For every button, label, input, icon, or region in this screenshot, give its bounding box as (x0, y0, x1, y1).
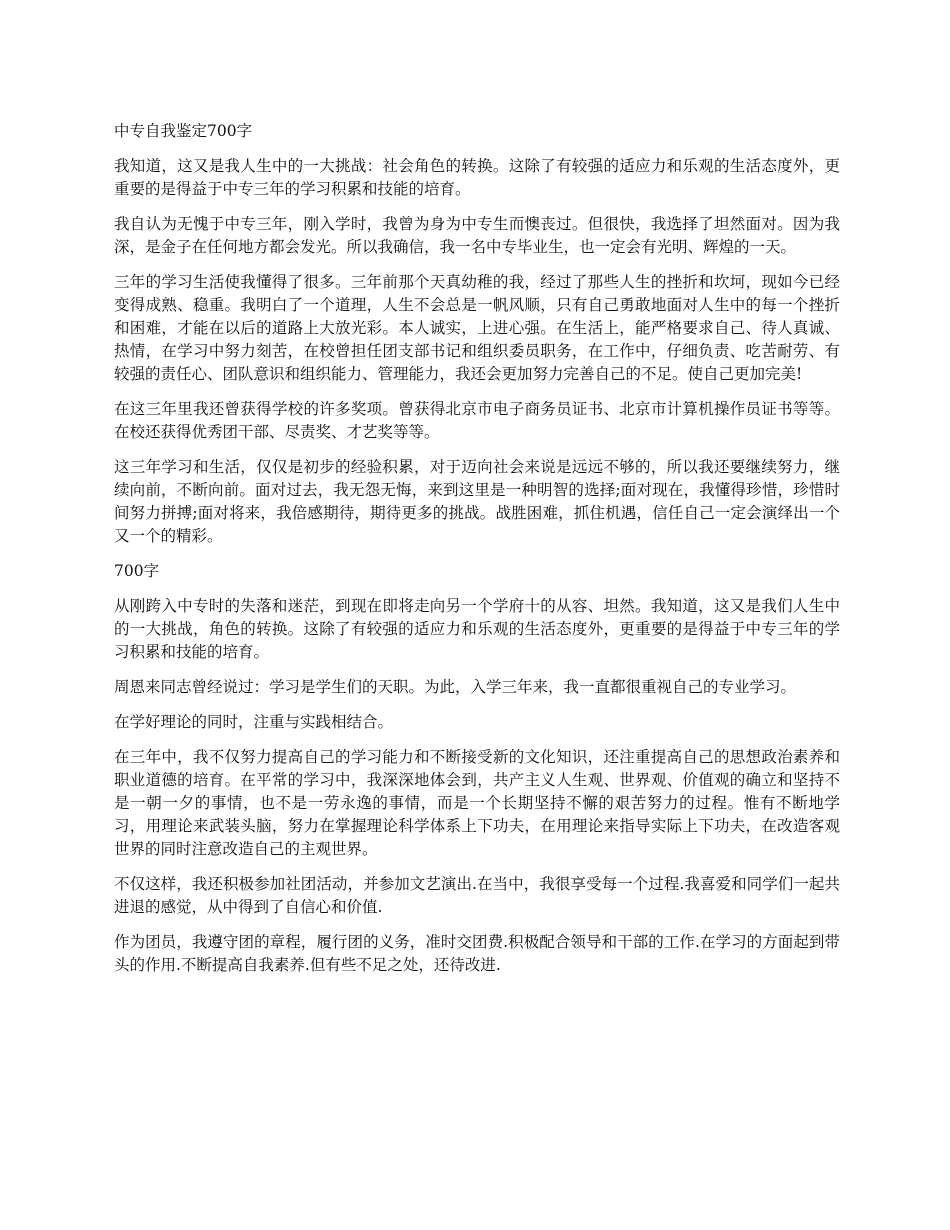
paragraph-11: 作为团员，我遵守团的章程，履行团的义务，准时交团费.积极配合领导和干部的工作.在学习的方面起到带头的作用.不断提高自我素养.但有些不足之处，还待改进. (114, 933, 840, 974)
paragraph-10: 不仅这样，我还积极参加社团活动，并参加文艺演出.在当中，我很享受每一个过程.我喜爱和同学们一起共进退的感觉，从中得到了自信心和价值. (114, 875, 840, 916)
paragraph-8: 在学好理论的同时，注重与实践相结合。 (114, 713, 394, 731)
paragraph-1: 我知道，这又是我人生中的一大挑战：社会角色的转换。这除了有较强的适应力和乐观的生活态度外，更重要的是得益于中专三年的学习积累和技能的培育。 (114, 157, 840, 198)
paragraph-3: 三年的学习生活使我懂得了很多。三年前那个天真幼稚的我，经过了那些人生的挫折和坎坷，现如今已经变得成熟、稳重。我明白了一个道理，人生不会总是一帆风顺，只有自己勇敢地面对人生中的每一个挫折和困难，才能在以后的道路上大放光彩。本人诚实，上进心强。在生活上，能严格要求自己、待人真诚、热情，在学习中努力刻苦，在校曾担任团支部书记和组织委员职务，在工作中，仔细负责、吃苦耐劳、有较强的责任心、团队意识和组织能力、管理能力，我还会更加努力完善自己的不足。使自己更加完美! (114, 273, 840, 383)
paragraph-4: 在这三年里我还曾获得学校的许多奖项。曾获得北京市电子商务员证书、北京市计算机操作员证书等等。在校还获得优秀团干部、尽责奖、才艺奖等等。 (114, 400, 840, 441)
paragraph-6: 从刚跨入中专时的失落和迷茫，到现在即将走向另一个学府十的从容、坦然。我知道，这又是我们人生中的一大挑战，角色的转换。这除了有较强的适应力和乐观的生活态度外，更重要的是得益于中专三年的学习积累和技能的培育。 (114, 597, 840, 661)
document-title: 中专自我鉴定700字 (114, 122, 253, 140)
paragraph-2: 我自认为无愧于中专三年，刚入学时，我曾为身为中专生而懊丧过。但很快，我选择了坦然面对。因为我深，是金子在任何地方都会发光。所以我确信，我一名中专毕业生，也一定会有光明、辉煌的一天。 (114, 215, 840, 256)
document-page (114, 120, 840, 989)
paragraph-9: 在三年中，我不仅努力提高自己的学习能力和不断接受新的文化知识，还注重提高自己的思想政治素养和职业道德的培育。在平常的学习中，我深深地体会到，共产主义人生观、世界观、价值观的确立和坚持不是一朝一夕的事情，也不是一劳永逸的事情，而是一个长期坚持不懈的艰苦努力的过程。惟有不断地学习，用理论来武装头脑，努力在掌握理论科学体系上下功夫，在用理论来指导实际上下功夫，在改造客观世界的同时注意改造自己的主观世界。 (114, 748, 840, 858)
paragraph-5: 这三年学习和生活，仅仅是初步的经验积累，对于迈向社会来说是远远不够的，所以我还要继续努力，继续向前，不断向前。面对过去，我无怨无悔，来到这里是一种明智的选择;面对现在，我懂得珍惜，珍惜时间努力拼搏;面对将来，我倍感期待，期待更多的挑战。战胜困难，抓住机遇，信任自己一定会演绎出一个又一个的精彩。 (114, 458, 840, 545)
paragraph-7: 周恩来同志曾经说过：学习是学生们的天职。为此，入学三年来，我一直都很重视自己的专业学习。 (114, 678, 797, 696)
section-subheading: 700字 (114, 562, 160, 580)
